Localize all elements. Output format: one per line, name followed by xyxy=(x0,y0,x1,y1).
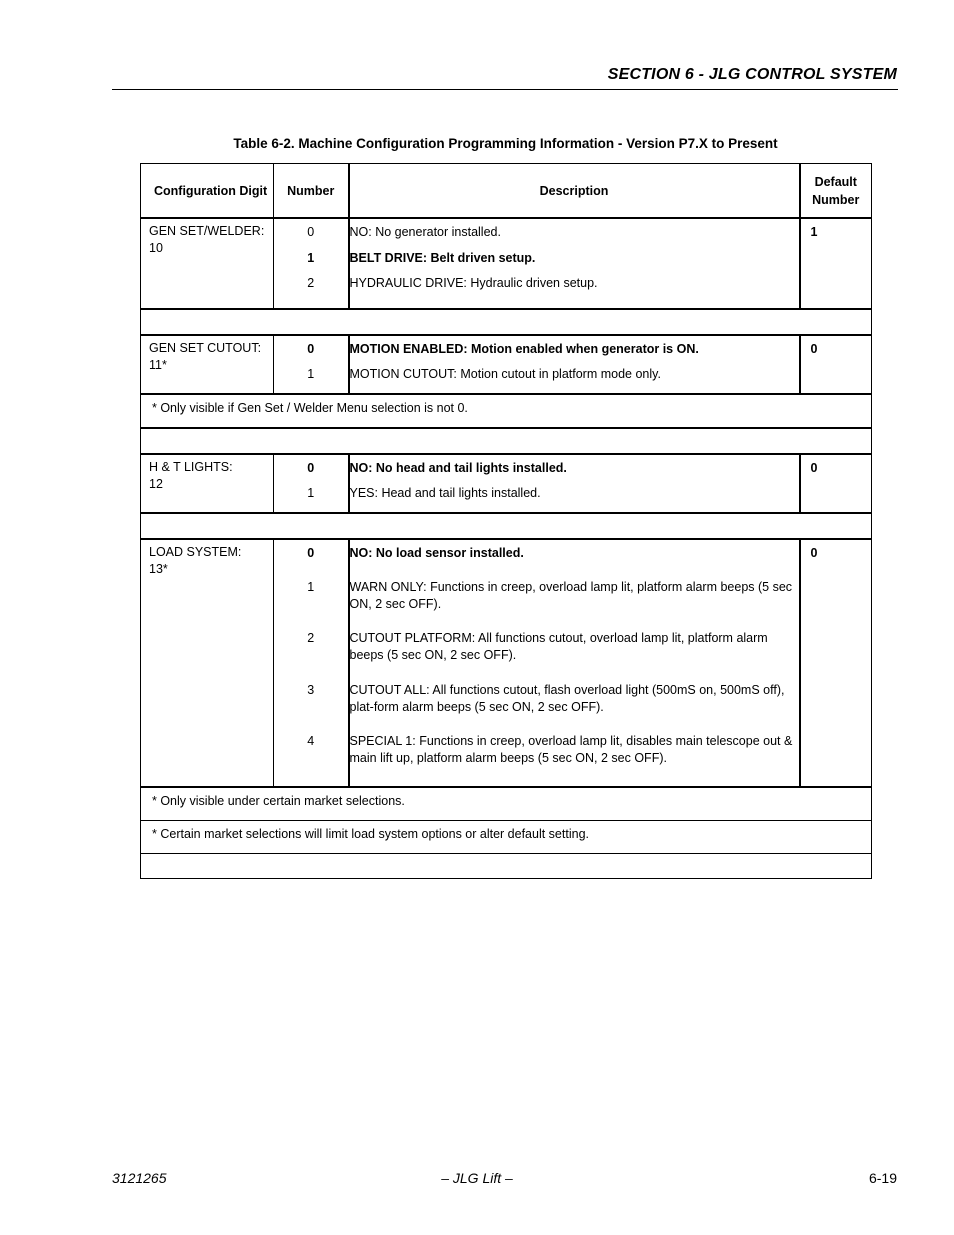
config-label: GEN SET/WELDER: xyxy=(149,224,265,238)
option-number: 1 xyxy=(307,579,315,594)
description-cell xyxy=(349,539,800,788)
section-title: SECTION 6 - JLG CONTROL SYSTEM xyxy=(607,66,897,83)
table-row xyxy=(141,335,872,394)
footer-page-number: 6-19 xyxy=(868,1170,897,1186)
table-row xyxy=(141,539,872,788)
table-row xyxy=(141,454,872,513)
default-cell xyxy=(800,539,872,788)
option-description: NO: No generator installed. xyxy=(349,225,501,239)
option-number: 0 xyxy=(307,460,315,475)
option-number: 2 xyxy=(307,276,315,290)
config-digit: 13* xyxy=(149,561,168,576)
option-description: CUTOUT PLATFORM: All functions cutout, overload lamp lit, platform alarm beeps (5 sec ON, 2 sec OFF). xyxy=(349,631,768,662)
option-number: 1 xyxy=(307,486,315,500)
description-cell xyxy=(349,218,800,309)
option-number: 1 xyxy=(307,250,315,265)
default-number: 0 xyxy=(810,545,818,560)
config-label: GEN SET CUTOUT: xyxy=(149,340,262,355)
option-number: 1 xyxy=(307,367,315,381)
table-header-row xyxy=(141,164,872,219)
option-description: MOTION CUTOUT: Motion cutout in platform mode only. xyxy=(349,367,661,381)
option-description: WARN ONLY: Functions in creep, overload lamp lit, platform alarm beeps (5 sec ON, 2 sec OFF). xyxy=(349,579,793,611)
config-digit-cell xyxy=(141,335,274,394)
table-caption: Table 6-2. Machine Configuration Programming Information - Version P7.X to Present xyxy=(233,136,778,151)
configuration-table xyxy=(140,163,872,879)
default-number: 1 xyxy=(810,225,818,239)
option-number: 3 xyxy=(307,682,315,697)
col-header-number: Number xyxy=(274,164,349,219)
number-cell xyxy=(274,454,349,513)
footer-center-text: – JLG Lift – xyxy=(441,1170,513,1186)
description-cell xyxy=(349,454,800,513)
number-cell xyxy=(274,335,349,394)
note-row xyxy=(141,394,872,428)
option-number: 0 xyxy=(307,545,315,560)
option-description: MOTION ENABLED: Motion enabled when generator is ON. xyxy=(349,341,699,356)
option-description: NO: No head and tail lights installed. xyxy=(349,460,567,475)
option-description: SPECIAL 1: Functions in creep, overload lamp lit, disables main telescope out & main lift up, platform alarm beeps (5 sec ON, 2 sec OFF). xyxy=(349,734,793,765)
option-description: BELT DRIVE: Belt driven setup. xyxy=(349,250,536,265)
spacer-row xyxy=(141,309,872,335)
option-number: 4 xyxy=(307,734,315,748)
note-row xyxy=(141,821,872,854)
table-note: * Certain market selections will limit load system options or alter default setting. xyxy=(152,827,589,841)
default-cell xyxy=(800,218,872,309)
description-cell xyxy=(349,335,800,394)
default-number: 0 xyxy=(810,460,818,475)
config-digit: 10 xyxy=(149,241,163,255)
config-label: LOAD SYSTEM: xyxy=(149,544,242,559)
col-header-config-digit: Configuration Digit xyxy=(141,164,274,219)
default-number: 0 xyxy=(810,341,818,356)
option-description: YES: Head and tail lights installed. xyxy=(349,486,541,500)
col-header-description: Description xyxy=(349,164,800,219)
col-header-default xyxy=(800,164,872,219)
option-number: 0 xyxy=(307,225,315,239)
default-cell xyxy=(800,335,872,394)
col-header-default-line1: Default xyxy=(814,174,857,189)
number-cell xyxy=(274,218,349,309)
col-header-default-line2: Number xyxy=(812,192,860,207)
table-note: * Only visible if Gen Set / Welder Menu selection is not 0. xyxy=(152,400,468,415)
config-digit-cell xyxy=(141,218,274,309)
header-rule xyxy=(112,89,898,90)
note-row xyxy=(141,787,872,821)
config-label: H & T LIGHTS: xyxy=(149,459,233,474)
config-digit: 11* xyxy=(149,357,167,372)
option-number: 2 xyxy=(307,631,315,645)
table-note: * Only visible under certain market selections. xyxy=(152,794,405,808)
spacer-row xyxy=(141,854,872,879)
option-number: 0 xyxy=(307,341,315,356)
config-digit-cell xyxy=(141,454,274,513)
default-cell xyxy=(800,454,872,513)
option-description: NO: No load sensor installed. xyxy=(349,545,524,560)
config-digit-cell xyxy=(141,539,274,788)
footer-doc-number: 3121265 xyxy=(112,1170,167,1186)
option-description: HYDRAULIC DRIVE: Hydraulic driven setup. xyxy=(349,276,598,290)
spacer-row xyxy=(141,513,872,539)
option-description: CUTOUT ALL: All functions cutout, flash overload light (500mS on, 500mS off), plat-form alarm beeps (5 sec ON, 2 sec OFF). xyxy=(349,682,785,714)
table-row xyxy=(141,218,872,309)
spacer-row xyxy=(141,428,872,454)
number-cell xyxy=(274,539,349,788)
config-digit: 12 xyxy=(149,476,163,491)
